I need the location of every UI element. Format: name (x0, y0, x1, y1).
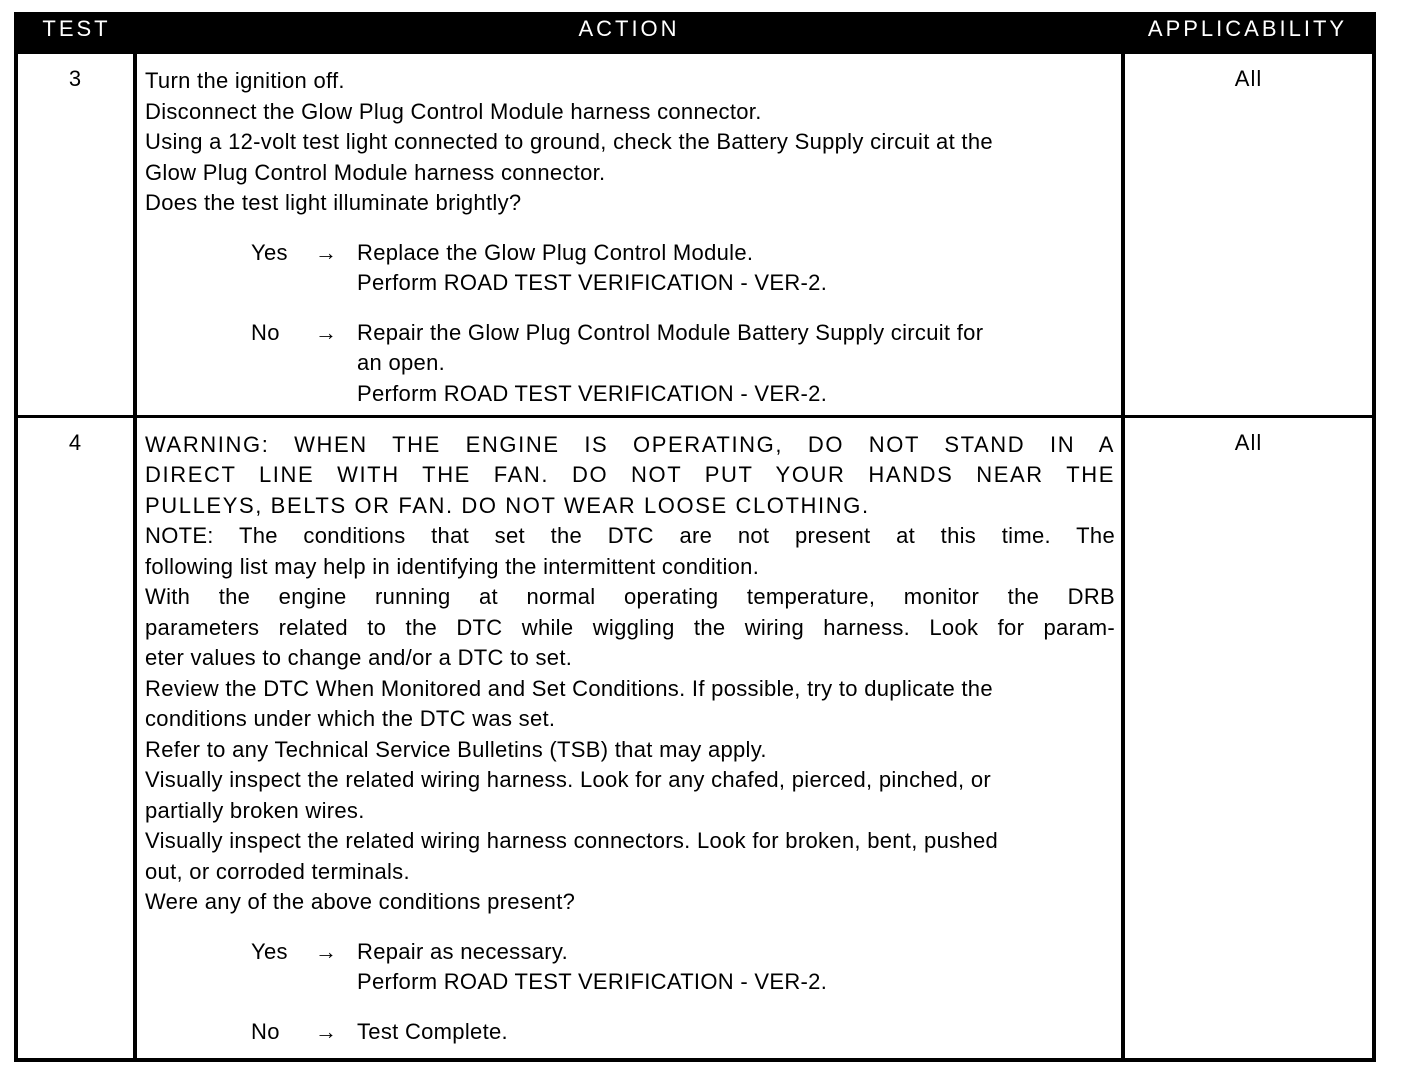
action-cell (135, 416, 1123, 1058)
answer-label: Yes (251, 938, 288, 964)
action-line: Visually inspect the related wiring harness connectors. Look for broken, bent, pushed (145, 828, 999, 853)
action-line: conditions under which the DTC was set. (145, 706, 556, 731)
action-line: Turn the ignition off. (145, 68, 345, 93)
warning-line: WARNING: WHEN THE ENGINE IS OPERATING, DO NOT STAND IN A (145, 431, 1115, 457)
answer-label: Yes (251, 239, 288, 265)
answer-label: No (251, 319, 280, 345)
warning-line: PULLEYS, BELTS OR FAN. DO NOT WEAR LOOSE CLOTHING. (145, 492, 870, 518)
answer-line: Repair as necessary. (357, 938, 569, 964)
action-line: parameters related to the DTC while wiggling the wiring harness. Look for param- (145, 614, 1115, 640)
answer-line: Test Complete. (357, 1018, 508, 1044)
action-line: Glow Plug Control Module harness connector. (145, 159, 606, 185)
action-line: out, or corroded terminals. (145, 858, 410, 884)
test-table (18, 16, 1372, 1058)
arrow-icon: → (315, 239, 338, 265)
action-line: Disconnect the Glow Plug Control Module harness connector. (145, 98, 762, 124)
action-line: partially broken wires. (145, 797, 365, 823)
action-line: Using a 12-volt test light connected to ground, check the Battery Supply circuit at the (145, 129, 993, 154)
applicability-value: All (1234, 429, 1263, 455)
answer-line: an open. (357, 350, 446, 375)
applicability-value: All (1123, 54, 1372, 416)
answer-yes (145, 937, 1115, 998)
diagnostic-test-table (14, 12, 1376, 1062)
test-row-4 (18, 416, 1372, 1058)
action-line: With the engine running at normal operating temperature, monitor the DRB (145, 584, 1115, 609)
answer-line: Replace the Glow Plug Control Module. (357, 239, 754, 265)
header-test: TEST (18, 16, 135, 54)
test-number: 4 (18, 416, 135, 1058)
note-line: following list may help in identifying the intermittent condition. (145, 553, 760, 579)
arrow-icon: → (315, 1018, 338, 1044)
action-line: Were any of the above conditions present? (145, 889, 576, 914)
action-line: eter values to change and/or a DTC to set. (145, 645, 573, 670)
answer-line: Perform ROAD TEST VERIFICATION - VER-2. (357, 270, 828, 295)
answer-line: Perform ROAD TEST VERIFICATION - VER-2. (357, 969, 828, 994)
warning-line: DIRECT LINE WITH THE FAN. DO NOT PUT YOUR HANDS NEAR THE (145, 462, 1115, 487)
action-cell (135, 54, 1123, 416)
answer-label: No (251, 1018, 280, 1044)
answer-yes (145, 238, 1115, 299)
action-line: Review the DTC When Monitored and Set Conditions. If possible, try to duplicate the (145, 675, 993, 701)
table-header-row (18, 16, 1372, 54)
action-line: Does the test light illuminate brightly? (145, 190, 522, 215)
answer-no (145, 1017, 1115, 1048)
arrow-icon: → (315, 319, 338, 345)
header-action: ACTION (135, 16, 1123, 54)
answer-line: Perform ROAD TEST VERIFICATION - VER-2. (357, 380, 828, 406)
answer-line: Repair the Glow Plug Control Module Battery Supply circuit for (357, 319, 984, 345)
header-applicability: APPLICABILITY (1123, 16, 1372, 54)
answer-no (145, 318, 1115, 410)
note-line: NOTE: The conditions that set the DTC are not present at this time. The (145, 523, 1115, 548)
action-line: Visually inspect the related wiring harness. Look for any chafed, pierced, pinched, or (145, 767, 991, 792)
arrow-icon: → (315, 938, 338, 964)
test-row-3 (18, 54, 1372, 416)
action-line: Refer to any Technical Service Bulletins (TSB) that may apply. (145, 736, 767, 762)
test-number: 3 (18, 54, 135, 416)
